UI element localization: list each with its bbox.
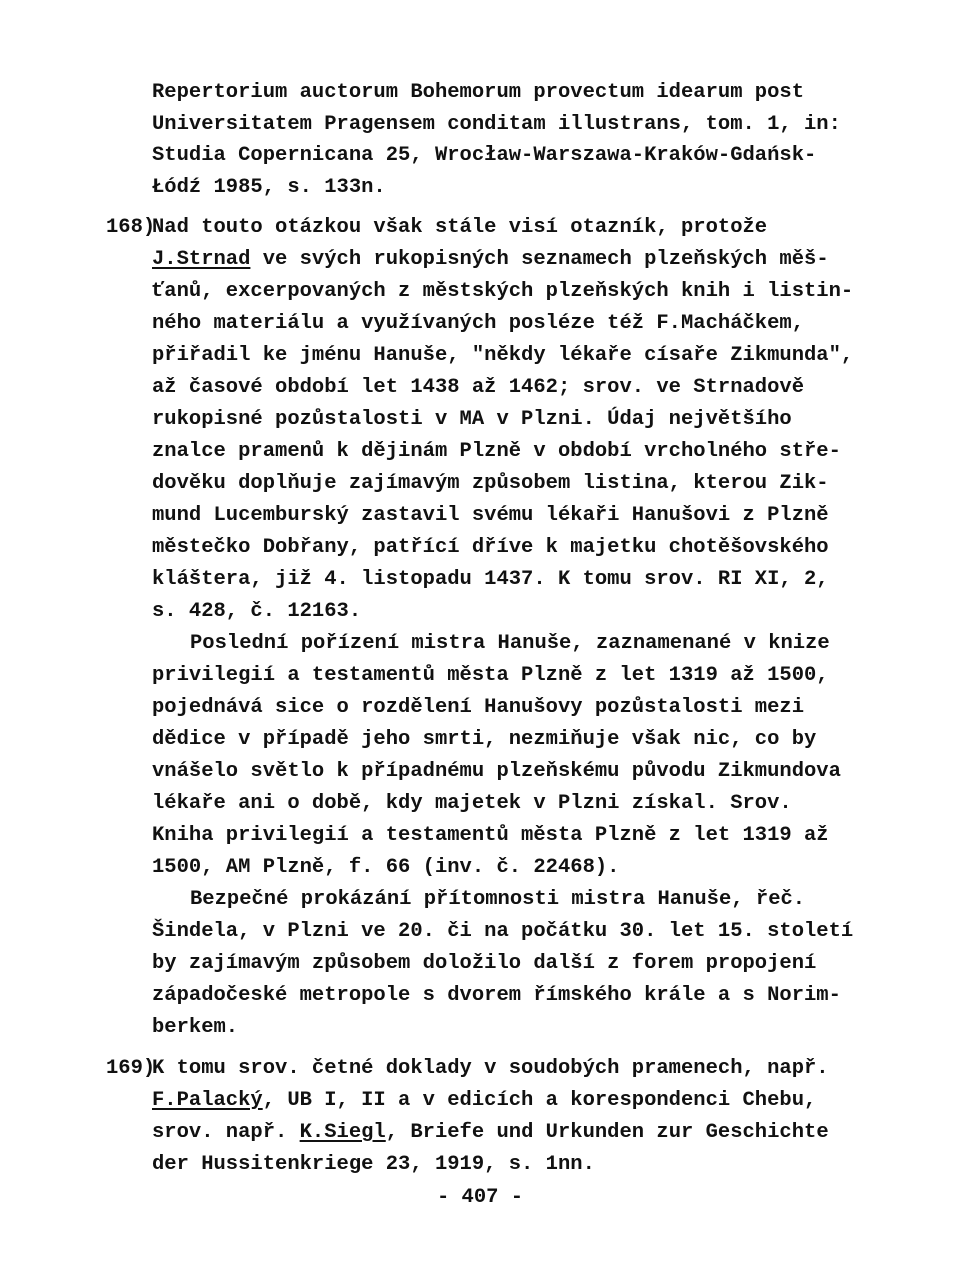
text-line: Kniha privilegií a testamentů města Plzně z let 1319 až: [152, 824, 829, 847]
author-name: K.Siegl: [299, 1121, 386, 1144]
footnote-number: 169): [106, 1057, 156, 1080]
text-line: [152, 1086, 816, 1116]
text-line: Łódź 1985, s. 133n.: [152, 176, 386, 199]
text-line: mund Lucemburský zastavil svému lékaři Hanušovi z Plzně: [152, 504, 829, 527]
text-line: západočeské metropole s dvorem římského krále a s Norim-: [152, 984, 841, 1007]
page-number: - 407 -: [436, 1186, 524, 1209]
text-line: Studia Copernicana 25, Wrocław-Warszawa-Kraków-Gdańsk-: [152, 144, 817, 167]
text-line: přiřadil ke jménu Hanuše, "někdy lékaře císaře Zikmunda",: [152, 344, 854, 367]
text-line: s. 428, č. 12163.: [152, 600, 362, 623]
author-name: F.Palacký: [152, 1089, 263, 1112]
text-line: městečko Dobřany, patřící dříve k majetku chotěšovského: [152, 536, 829, 559]
text-line: Bezpečné prokázání přítomnosti mistra Hanuše, řeč.: [190, 888, 806, 911]
text-line: Poslední pořízení mistra Hanuše, zaznamenané v knize: [190, 632, 830, 655]
text-line: K tomu srov. četné doklady v soudobých pramenech, např.: [152, 1057, 829, 1080]
text-span: ve svých rukopisných seznamech plzeňských měš-: [250, 248, 829, 271]
author-name: J.Strnad: [152, 248, 251, 271]
text-line: Nad touto otázkou však stále visí otazník, protože: [152, 216, 768, 239]
text-line: lékaře ani o době, kdy majetek v Plzni získal. Srov.: [152, 792, 792, 815]
text-span: , UB I, II a v edicích a korespondenci Chebu,: [262, 1089, 817, 1112]
text-span: , Briefe und Urkunden zur Geschichte: [385, 1121, 829, 1144]
text-line: dověku doplňuje zajímavým způsobem listina, kterou Zik-: [152, 472, 829, 495]
text-line: Universitatem Pragensem conditam illustrans, tom. 1, in:: [152, 113, 841, 136]
text-line: berkem.: [152, 1016, 239, 1039]
text-line: pojednává sice o rozdělení Hanušovy pozůstalosti mezi: [152, 696, 805, 719]
text-line: ťanů, excerpovaných z městských plzeňských knih i listin-: [152, 280, 854, 303]
text-line: by zajímavým způsobem doložilo další z forem propojení: [152, 952, 817, 975]
text-line: rukopisné pozůstalosti v MA v Plzni. Údaj největšího: [152, 408, 792, 431]
text-line: Šindela, v Plzni ve 20. či na počátku 30. let 15. století: [152, 920, 854, 943]
text-line: [152, 1118, 829, 1148]
text-span: srov. např.: [152, 1121, 300, 1144]
text-line: ného materiálu a využívaných posléze též F.Macháčkem,: [152, 312, 805, 335]
text-line: 1500, AM Plzně, f. 66 (inv. č. 22468).: [152, 856, 620, 879]
text-line: až časové období let 1438 až 1462; srov. ve Strnadově: [152, 376, 805, 399]
text-line: Repertorium auctorum Bohemorum provectum idearum post: [152, 81, 805, 104]
text-line: [152, 245, 829, 275]
text-line: vnášelo světlo k případnému plzeňskému původu Zikmundova: [152, 760, 841, 783]
text-line: privilegií a testamentů města Plzně z let 1319 až 1500,: [152, 664, 829, 687]
text-line: dědice v případě jeho smrti, nezmiňuje však nic, co by: [152, 728, 817, 751]
text-line: der Hussitenkriege 23, 1919, s. 1nn.: [152, 1153, 595, 1176]
footnote-number: 168): [106, 216, 156, 239]
text-line: kláštera, již 4. listopadu 1437. K tomu srov. RI XI, 2,: [152, 568, 829, 591]
text-line: znalce pramenů k dějinám Plzně v období vrcholného stře-: [152, 440, 841, 463]
